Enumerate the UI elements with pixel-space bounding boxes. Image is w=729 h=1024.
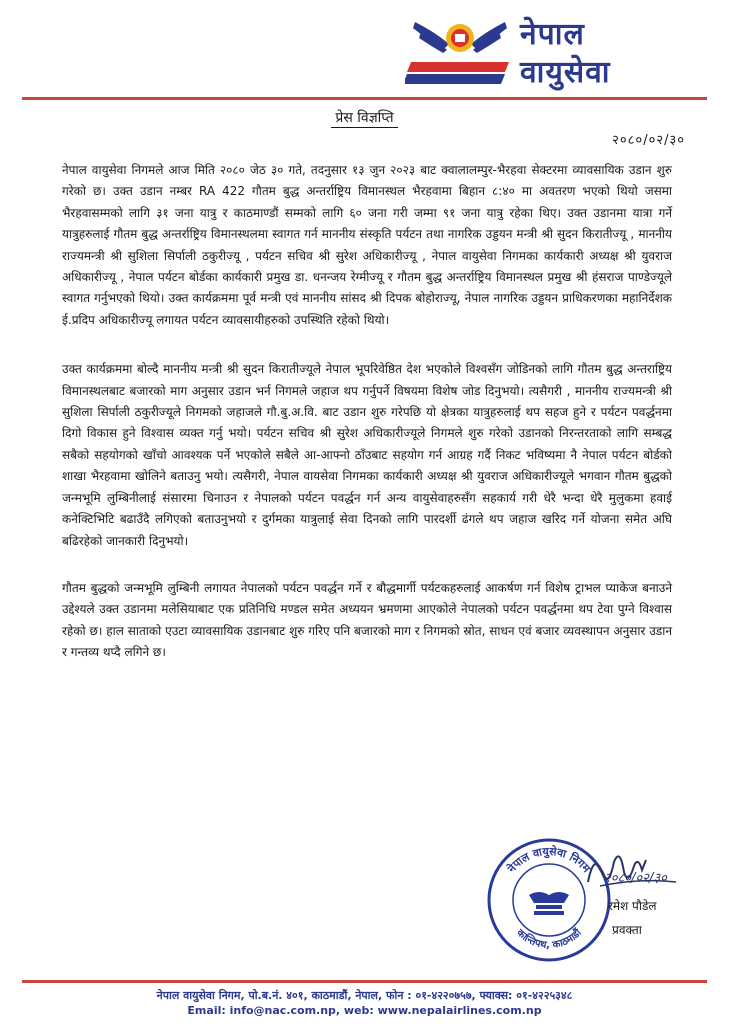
letterhead-logo xyxy=(405,10,665,90)
document-title: प्रेस विज्ञप्ति xyxy=(0,108,729,127)
paragraph-2: उक्त कार्यक्रममा बोल्दै माननीय मन्त्री श्री सुदन किरातीज्यूले नेपाल भूपरिवेष्ठित देश भएकोले विश्वसँग जोडिनको लागि गौतम बुद्ध अन्तराष्ट्रिय विमानस्थलबाट बजारको माग अनुसार उडान भर्न निगमले जहाज थप गर्नुपर्ने विषयमा विशेष जोड दिनुभयो। त्यसैगरी , माननीय राज्यमन्त्री श्री सुशिला सिर्पाली ठकुरीज्यूले निगमको जहाजले गौ.बु.अ.वि. बाट उडान शुरु गरेपछि यो क्षेत्रका यात्रुहरुलाई थप सहज हुने र पर्यटन पवर्द्धनमा दिगो विकास हुने विश्वास व्यक्त गर्नु भयो। पर्यटन सचिव श्री सुरेश अधिकारीज्यूले निगमले शुरु गरेको उडानको निरन्तरताको लागि सम्बद्ध सबैको सहयोगको खाँचो आवश्यक पर्ने भएकोले सबैले आ-आफ्नो ठाँउबाट सहयोग गर्न आग्रह गर्दै निकट भविष्यमा नै नेपाल पर्यटन बोर्डको शाखा भैरहवामा खोलिने बताउनु भयो। त्यसैगरी, नेपाल वायसेवा निगमका कार्यकारी अध्यक्ष श्री युवराज अधिकारीज्यूले भगवान गौतम बुद्धको जन्मभूमि लुम्बिनीलाई संसारमा चिनाउन र नेपालको पर्यटन पवर्द्धन गर्न अन्य वायुसेवाहरुसँग सहकार्य गरी धेरै भन्दा धेरै मुलुकमा हवाई कनेक्टिभिटि बढाउँदै लगिएको बताउनुभयो र दुर्गमका यात्रुलाई सेवा दिनको लागि पारदर्शी ढंगले थप जहाज खरिद गर्ने योजना समेत अघि बढिरहेको जानकारी दिनुभयो। xyxy=(62,362,672,548)
letterhead-name-line1: नेपाल xyxy=(520,17,585,52)
signatory-role: प्रवक्ता xyxy=(612,923,642,937)
signatory-name: रमेश पौडेल xyxy=(608,899,657,913)
signature-date: २०८०/०२/३० xyxy=(604,871,667,886)
svg-text:कान्तिपथ, काठमाडौं: कान्तिपथ, काठमाडौं xyxy=(514,927,584,952)
press-release-body xyxy=(62,160,672,688)
header-divider xyxy=(22,97,707,100)
footer-divider xyxy=(22,980,707,983)
letterhead-name-line2: वायुसेवा xyxy=(520,55,611,90)
document-date: २०८०/०२/३० xyxy=(612,133,685,148)
nepal-airlines-emblem-icon xyxy=(405,10,515,90)
footer-contact: Email: info@nac.com.np, web: www.nepalairlines.com.np xyxy=(187,1004,542,1017)
footer-address: नेपाल वायुसेवा निगम, पो.ब.नं. ४०१, काठमाडौं, नेपाल, फोन : ०१-४२२०७५७, फ्याक्स: ०१-४२२५३४८ xyxy=(156,989,573,1002)
paragraph-3: गौतम बुद्धको जन्मभूमि लुम्बिनी लगायत नेपालको पर्यटन पवर्द्धन गर्ने र बौद्धमार्गी पर्यटकहरुलाई आकर्षण गर्न विशेष ट्राभल प्याकेज बनाउने उद्देश्यले उक्त उडानमा मलेसियाबाट एक प्रतिनिधि मण्डल समेत अध्ययन भ्रमणमा आएकोले नेपालको पर्यटन पवर्द्धनमा थप टेवा पुग्ने विश्वास रहेको छ। हाल साताको एउटा व्यावसायिक उडानबाट शुरु गरिए पनि बजारको माग र निगमको स्रोत, साधन एवं बजार व्यवस्थापन अनुसार उडान र गन्तव्य थप्दै लगिने छ। xyxy=(62,580,672,660)
svg-text:नेपाल वायुसेवा निगम: नेपाल वायुसेवा निगम xyxy=(505,844,593,876)
paragraph-1: नेपाल वायुसेवा निगमले आज मिति २०८० जेठ ३० गते, तदनुसार १३ जुन २०२३ बाट क्वालालम्पुर-भैरहवा सेक्टरमा व्यावसायिक उडान शुरु गरेको छ। उक्त उडान नम्बर RA 422 गौतम बुद्ध अन्तर्राष्ट्रिय विमानस्थल भैरहवामा बिहान ८:४० मा अवतरण भएको थियो जसमा भैरहवासम्मको लागि ३१ जना यात्रु र काठमाण्डौं सम्मको लागि ६० जना गरी जम्मा ९१ जना यात्रु रहेका थिए। उक्त उडानमा यात्रा गर्ने यात्रुहरुलाई गौतम बुद्ध अन्तर्राष्ट्रिय विमानस्थलमा स्वागत गर्न माननीय संस्कृति पर्यटन तथा नागरिक उड्डयन मन्त्री श्री सुदन किरातीज्यू , माननीय राज्यमन्त्री श्री सुशिला सिर्पाली ठकुरीज्यू , पर्यटन सचिव श्री सुरेश अधिकारीज्यू , नेपाल वायुसेवा निगमका कार्यकारी अध्यक्ष श्री युवराज अधिकारीज्यू , नेपाल पर्यटन बोर्डका कार्यकारी प्रमुख डा. धनन्जय रेग्मीज्यू र गौतम बुद्ध अन्तर्राष्ट्रिय विमानस्थल प्रमुख श्री हंसराज पाण्डेज्यूले स्वागत गर्नुभएको थियो। उक्त कार्यक्रममा पूर्व मन्त्री एवं माननीय सांसद श्री दिपक बोहोराज्यू, नेपाल नागरिक उड्डयन प्राधिकरणका महानिर्देशक ई.प्रदिप अधिकारीज्यू लगायत पर्यटन व्यावसायीहरुको उपस्थिति रहेको थियो। xyxy=(62,163,672,327)
